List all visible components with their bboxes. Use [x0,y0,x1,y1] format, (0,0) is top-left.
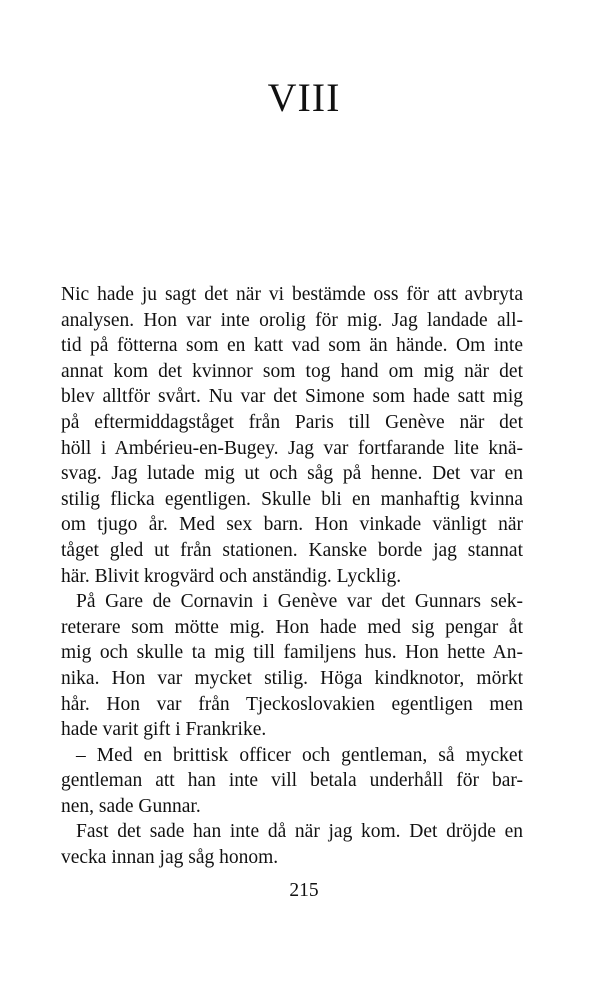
text-line: här. Blivit krogvärd och anständig. Lycklig. [61,565,402,587]
chapter-title: VIII [267,75,341,120]
text-line: – Med en brittisk officer och gentleman, så mycket [76,744,523,766]
text-line: hade varit gift i Frankrike. [61,719,267,741]
page-number: 215 [289,880,319,901]
text-line: stilig flicka egentligen. Skulle bli en manhaftig kvinna [61,488,523,510]
text-line: svag. Jag lutade mig ut och såg på henne. Det var en [61,463,523,485]
text-line: Fast det sade han inte då när jag kom. Det dröjde en [76,821,523,843]
text-line: nika. Hon var mycket stilig. Höga kindknotor, mörkt [61,667,523,689]
text-line: nen, sade Gunnar. [61,795,201,817]
text-line: höll i Ambérieu-en-Bugey. Jag var fortfarande lite knä- [61,437,523,459]
text-line: annat kom det kvinnor som tog hand om mig när det [61,360,523,382]
text-line: tid på fötterna som en katt vad som än hände. Om inte [61,335,523,357]
text-line: reterare som mötte mig. Hon hade med sig pengar åt [61,616,523,638]
text-line: på eftermiddagståget från Paris till Genève när det [61,411,523,433]
text-line: Nic hade ju sagt det när vi bestämde oss för att avbryta [61,284,523,305]
text-line: vecka innan jag såg honom. [61,847,279,869]
text-line: På Gare de Cornavin i Genève var det Gunnars sek- [76,591,523,613]
text-line: analysen. Hon var inte orolig för mig. Jag landade all- [61,309,523,331]
text-line: hår. Hon var från Tjeckoslovakien egentligen men [61,693,523,715]
body-text [61,282,523,871]
text-line: tåget gled ut från stationen. Kanske borde jag stannat [61,539,523,561]
text-line: gentleman att han inte vill betala underhåll för bar- [61,770,523,792]
text-line: blev alltför svårt. Nu var det Simone som hade satt mig [61,386,523,408]
text-line: mig och skulle ta mig till familjens hus. Hon hette An- [61,642,523,664]
text-line: om tjugo år. Med sex barn. Hon vinkade vänligt när [61,514,523,536]
